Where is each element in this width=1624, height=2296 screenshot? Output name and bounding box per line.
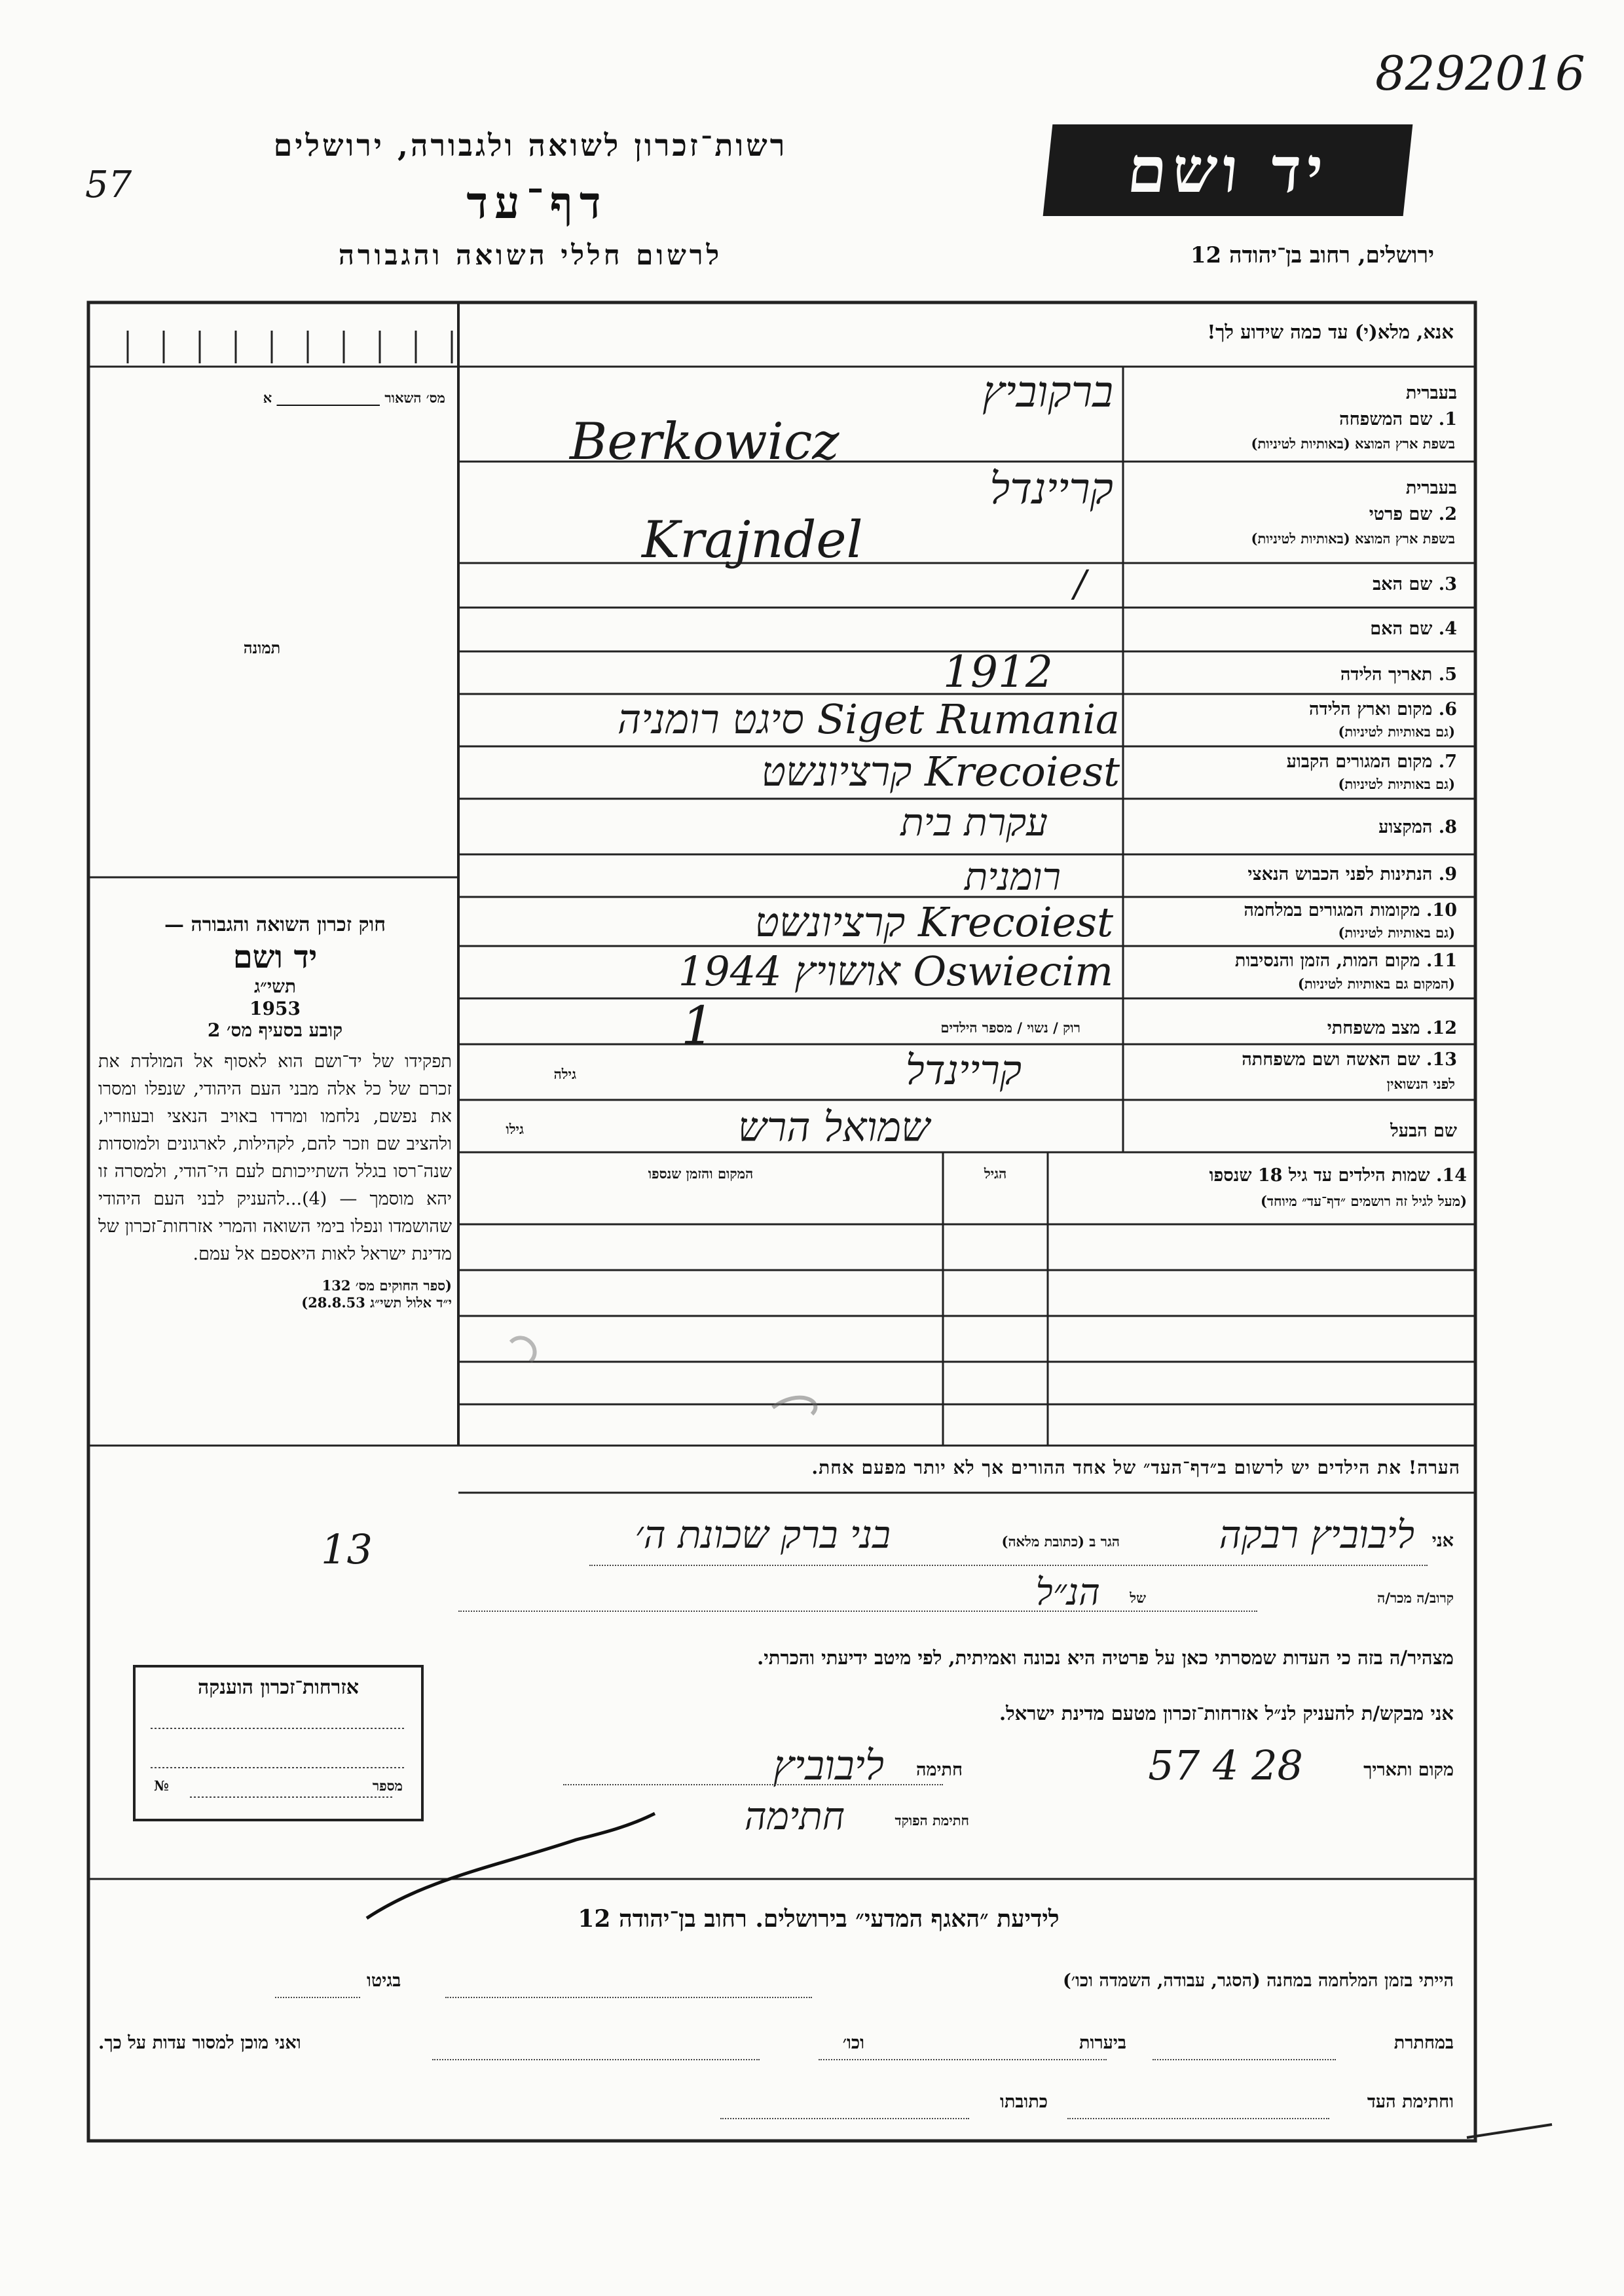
- footer-address-label: כתובתו: [1000, 2092, 1048, 2112]
- official-signature: חתימה: [744, 1794, 845, 1838]
- law-name: יד ושם: [232, 939, 318, 975]
- declaration-prefix: אני: [1431, 1531, 1454, 1551]
- field-2-lang: בעברית: [1405, 478, 1457, 498]
- field-9-value: רומנית: [964, 854, 1061, 899]
- field-10-value: Krecoiest קרציונשט: [754, 898, 1113, 946]
- field-13-age-label: גילה: [553, 1066, 576, 1082]
- law-text: תפקידו של יד־ושם הוא לאסוף אל המולדת את זכרם של כל אלה מבני העם היהודי, שנפלו ומסרו את נפשם, נלחמו ומרדו באויב הנאצי ובעוזריו, ולהציב שם וזכר להם, לקהילות, לארגונים ולמוסדות שנה־רסו בגלל השתייכותם לעם הי־הודי, ולמסרה זו יהא מוסמך — (4)...להעניק לבני העם היהודי שהושמדו ונפלו בימי השואה והמרי אזרחות־זכרון של מדינת ישראל לאות היאספם אל עמם.: [98, 1051, 452, 1264]
- footer-line-1: [367, 1971, 1454, 2003]
- field-13-label: 13. שם האשה ושם משפחתה: [1242, 1049, 1457, 1070]
- declaration-line-1: [131, 1512, 1454, 1571]
- field-1-lang: בעברית: [1405, 383, 1457, 403]
- serial-number: 8292016: [1375, 46, 1585, 101]
- law-clause: קובע בסעיף מס׳ 2: [207, 1019, 343, 1041]
- footer-line-2: [98, 2033, 1454, 2066]
- field-13-value: קריינדל: [905, 1046, 1022, 1094]
- signature-label: חתימה: [915, 1760, 963, 1780]
- field-2-value-latin: Krajndel: [642, 511, 863, 570]
- field-11-label: 11. מקום המות, הזמן והנסיבות: [1234, 951, 1457, 971]
- field-1-value-he: ברקוביץ: [982, 367, 1113, 417]
- field-5-value: 1912: [943, 647, 1053, 697]
- form-instruction: אנא, מלא(י) עד כמה שידוע לך!: [1207, 321, 1454, 343]
- declaration-statement: מצהיר/ה בזה כי העדות שמסרתי כאן על פרטיה היא נכונה ואמיתית, לפי מיטב ידיעתי והכרתי.: [757, 1647, 1454, 1669]
- husband-value: שמואל הרש: [737, 1103, 930, 1151]
- relation-value: הנ״ל: [1035, 1571, 1100, 1614]
- field-1-value-latin: Berkowicz: [570, 412, 840, 471]
- relation-label: קרוב/ה מכר/ה: [1377, 1590, 1454, 1606]
- footer-etc-label: וכו׳: [842, 2033, 864, 2053]
- certificate-number-label: מס׳ השאור _______________ א: [263, 390, 445, 406]
- children-label: 14. שמות הילדים עד גיל 18 שנספו: [1209, 1165, 1467, 1186]
- husband-age-label: גילו: [506, 1121, 524, 1137]
- tick-boxes: [128, 331, 452, 363]
- field-7-value: Krecoiest קרציונשט: [761, 748, 1120, 795]
- declarant-name: ליבוביץ רבקה: [1219, 1512, 1414, 1557]
- field-7-label: 7. מקום המגורים הקבוע: [1286, 752, 1457, 772]
- field-6-value: Siget Rumania סיגט רומניה: [617, 695, 1120, 743]
- official-signature-line: [524, 1794, 969, 1846]
- citizenship-box-title: אזרחות־זכרון הוענקה: [197, 1676, 360, 1699]
- field-4-label: 4. שם האם: [1370, 619, 1457, 639]
- children-col-place: המקום והזמן שנספו: [648, 1165, 754, 1182]
- children-col-age: הגיל: [984, 1165, 1007, 1182]
- authority-name: רשות־זכרון לשואה ולגבורה, ירושלים: [273, 128, 788, 163]
- field-8-label: 8. המקצוע: [1378, 817, 1457, 837]
- field-7-hint: (גם באותיות לטיניות): [1338, 776, 1455, 792]
- law-title: חוק זכרון השואה והגבורה —: [164, 913, 386, 936]
- form-note: הערה! את הילדים יש לרשום ב״דף־העד״ של אחד ההורים אך לא יותר מפעם אחת.: [811, 1457, 1460, 1478]
- field-6-label: 6. מקום וארץ הלידה: [1309, 699, 1457, 720]
- field-12-options: רוק / נשוי / מספר הילדים: [940, 1019, 1080, 1036]
- field-3-label: 3. שם האב: [1373, 574, 1457, 594]
- footer-underground-label: במחתרת: [1393, 2033, 1454, 2053]
- law-year: 1953: [249, 998, 301, 1019]
- field-1-label: 1. שם המשפחה: [1339, 409, 1457, 429]
- field-12-label: 12. מצב משפחתי: [1327, 1018, 1457, 1038]
- photo-label: תמונה: [243, 638, 281, 657]
- footer-witness-signature-label: וחתימת העד: [1367, 2092, 1454, 2112]
- footer-testimony-label: ואני מוכן למסור עדות על כך.: [98, 2033, 301, 2053]
- margin-note: 57: [85, 164, 132, 206]
- children-hint: (מעל לגיל זה רושמים ״דף־עד״ מיוחד): [1260, 1193, 1467, 1209]
- footer-camp-label: הייתי בזמן המלחמה במחנה (הסגר, עבודה, השמדה וכו׳): [1063, 1971, 1454, 1991]
- footer-title: לידיעת ״האגף המדעי״ בירושלים. רחוב בן־יהודה 12: [578, 1905, 1060, 1933]
- declaration-address-label: הגר ב (כתובת מלאה): [1001, 1533, 1120, 1550]
- form-title: דף־עד: [466, 177, 608, 229]
- field-3-value: /: [1074, 563, 1086, 606]
- logo-text: יד ושם: [1124, 133, 1332, 207]
- field-2-label: 2. שם פרטי: [1369, 504, 1457, 524]
- field-13-hint: לפני הנשואין: [1386, 1076, 1455, 1092]
- field-8-value: עקרת בית: [900, 800, 1048, 845]
- footer-forests-label: ביערות: [1079, 2033, 1126, 2053]
- law-citation-1: (ספר החוקים מס׳ 132: [322, 1277, 452, 1294]
- field-2-hint: בשפת ארץ המוצא (באותיות לטיניות): [1251, 530, 1455, 547]
- field-11-value: Oswiecim אושויץ 1944: [678, 947, 1113, 995]
- declaration-line-date: [458, 1741, 1454, 1794]
- law-citation-2: י״ד אלול תשי״ג 28.8.53): [301, 1294, 452, 1311]
- law-year-he: תשי״ג: [253, 975, 297, 997]
- declaration-date: 28 4 57: [1148, 1741, 1303, 1789]
- field-9-label: 9. הנתינות לפני הכבוש הנאצי: [1247, 864, 1457, 884]
- footer-line-3: [720, 2092, 1454, 2124]
- field-2-value-he: קריינדל: [989, 464, 1113, 514]
- field-1-hint: בשפת ארץ המוצא (באותיות לטיניות): [1251, 435, 1455, 452]
- field-12-value: 1: [681, 995, 714, 1056]
- yad-vashem-logo: [1043, 124, 1413, 216]
- field-6-hint: (גם באותיות לטיניות): [1338, 723, 1455, 740]
- husband-label: שם הבעל: [1390, 1121, 1457, 1141]
- field-11-hint: (המקום גם באותיות לטיניות): [1297, 975, 1455, 992]
- field-5-label: 5. תאריך הלידה: [1340, 665, 1457, 685]
- declarant-address: בני ברק שכונת ה׳: [635, 1512, 891, 1557]
- place-date-label: מקום ותאריך: [1363, 1760, 1454, 1780]
- field-10-label: 10. מקומות המגורים במלחמה: [1244, 900, 1457, 920]
- law-excerpt: [98, 913, 452, 1311]
- declarant-signature: ליבוביץ: [773, 1741, 884, 1789]
- declaration-line-2: [655, 1571, 1454, 1624]
- relation-of: של: [1130, 1590, 1146, 1606]
- official-signature-label: חתימת הפוקד: [895, 1812, 969, 1829]
- header-address: ירושלים, רחוב בן־יהודה 12: [1190, 242, 1434, 268]
- footer-ghetto-label: בגיטו: [367, 1971, 401, 1991]
- field-10-hint: (גם באותיות לטיניות): [1338, 924, 1455, 941]
- declarant-house-number: 13: [321, 1525, 373, 1573]
- declaration-request: אני מבקש/ת להעניק לנ״ל אזרחות־זכרון מטעם מדינת ישראל.: [999, 1702, 1454, 1724]
- form-subtitle: לרשום חללי השואה והגבורה: [338, 239, 723, 271]
